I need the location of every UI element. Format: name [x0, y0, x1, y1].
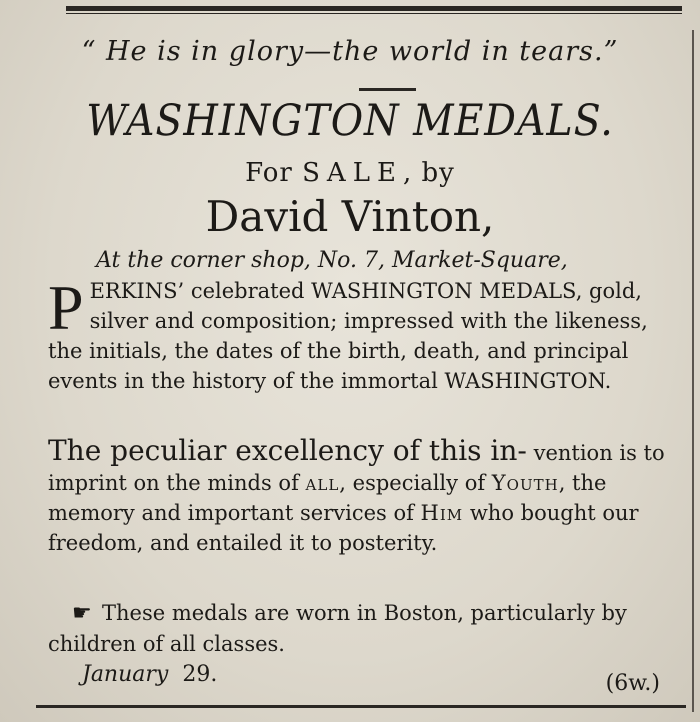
excellency-text-c: , the memory and important services of [48, 471, 607, 525]
for-sale-line [0, 158, 700, 188]
date-day: 29. [182, 662, 218, 687]
ad-title: WASHINGTON MEDALS. [86, 96, 614, 146]
excellency-text-d: who bought our freedom, and entailed it to posterity. [48, 501, 639, 555]
excellency-text-b: , especially of [339, 471, 492, 495]
seller-name: David Vinton, [205, 192, 495, 241]
date-month: January [82, 662, 169, 687]
short-divider [359, 88, 416, 91]
bottom-rule [36, 705, 686, 708]
excellency-text-a: vention is to imprint on the minds of [48, 441, 665, 495]
top-rule [66, 6, 682, 14]
for-sale-suffix: , by [402, 158, 455, 188]
word-all: all [305, 471, 340, 495]
word-youth: Youth [491, 471, 559, 495]
word-him: Him [420, 501, 464, 525]
for-sale-word: SALE [302, 158, 403, 188]
paragraph-excellency [48, 436, 688, 558]
insertion-code: (6w.) [605, 671, 660, 696]
boston-text: These medals are worn in Boston, particularly by children of all classes. [48, 601, 627, 656]
column-edge-rule [692, 30, 694, 712]
excellency-lead: The peculiar excellency of this in- [48, 434, 527, 467]
date-line [82, 662, 217, 687]
epigraph: “ He is in glory—the world in tears.” [81, 36, 619, 67]
description-text: ERKINS’ celebrated WASHINGTON MEDALS, gold, silver and composition; impressed with the likeness, the initials, the dates of the birth, death, and principal events in the history of the immortal WASHINGTON. [48, 279, 648, 393]
paragraph-description [48, 272, 688, 396]
shop-address: At the corner shop, No. 7, Market-Square, [96, 248, 568, 273]
paragraph-boston [48, 598, 688, 659]
pointing-hand-icon: ☛ [72, 601, 92, 626]
for-sale-prefix: For [245, 158, 303, 188]
drop-cap: P [48, 272, 84, 343]
